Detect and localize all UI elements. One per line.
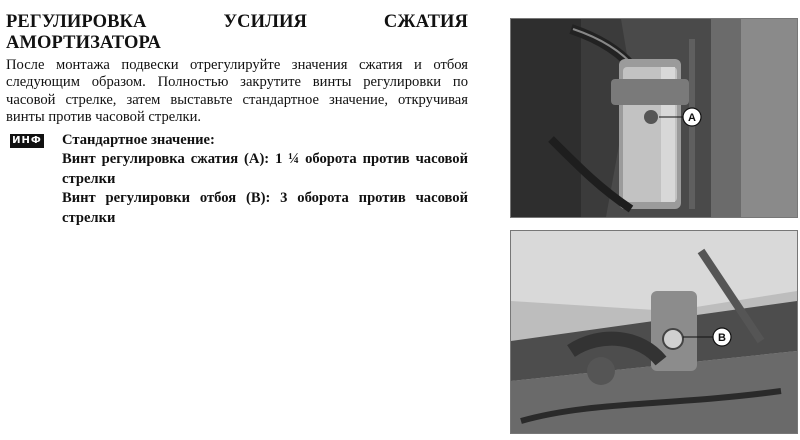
section-title xyxy=(6,12,468,54)
title-word-3: СЖАТИЯ xyxy=(383,12,468,32)
compression-screw-spec: Винт регулировка сжатия (A): 1 ¼ оборота против часовой стрелки xyxy=(62,151,468,187)
shock-absorber-illustration xyxy=(511,19,797,217)
title-line-2: АМОРТИЗАТОРА xyxy=(6,33,161,53)
title-word-2: УСИЛИЯ xyxy=(223,12,307,32)
shock-absorber-photo-b xyxy=(510,230,798,434)
rebound-screw-spec: Винт регулировки отбоя (B): 3 оборота против часовой стрелки xyxy=(62,190,468,226)
instruction-paragraph: После монтажа подвески отрегулируйте значения сжатия и отбоя следующим образом. Полностью закрутите винты регулировки по часовой стрелке, затем выставьте стандартное значение, откручивая винты против часовой стрелки. xyxy=(6,57,468,126)
info-badge-icon: ИНФ xyxy=(10,134,44,148)
callout-a-label: A xyxy=(688,112,696,124)
standard-value-heading: Стандартное значение: xyxy=(62,131,215,148)
shock-absorber-photo-a xyxy=(510,18,798,218)
title-line-1 xyxy=(6,12,468,33)
standard-value-block xyxy=(6,131,468,229)
title-word-1: РЕГУЛИРОВКА xyxy=(6,12,147,32)
callout-b-label: B xyxy=(718,332,726,344)
rebound-adjuster-illustration xyxy=(511,231,797,433)
instruction-text-column xyxy=(6,12,468,228)
